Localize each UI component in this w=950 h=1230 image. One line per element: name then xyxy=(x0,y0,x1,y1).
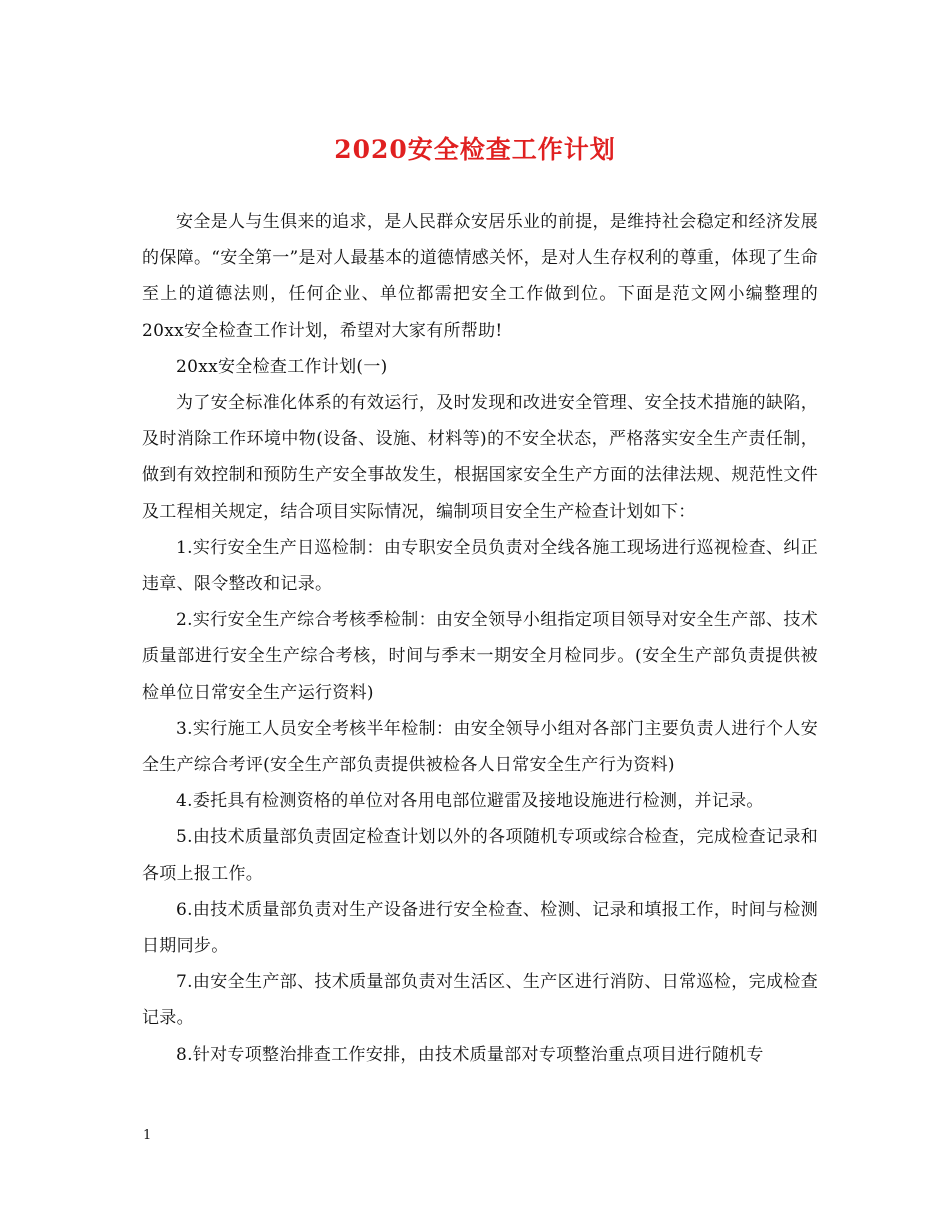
document-title: 2020安全检查工作计划 xyxy=(334,135,616,164)
list-item-4: 4.委托具有检测资格的单位对各用电部位避雷及接地设施进行检测，并记录。 xyxy=(176,791,764,812)
list-item-5: 5.由技术质量部负责固定检查计划以外的各项随机专项或综合检查，完成检查记录和各项上报工作。 xyxy=(142,827,818,884)
list-item-7: 7.由安全生产部、技术质量部负责对生活区、生产区进行消防、日常巡检，完成检查记录。 xyxy=(142,972,818,1029)
paragraph-purpose: 为了安全标准化体系的有效运行，及时发现和改进安全管理、安全技术措施的缺陷，及时消除工作环境中物(设备、设施、材料等)的不安全状态，严格落实安全生产责任制，做到有效控制和预防生产安全事故发生，根据国家安全生产方面的法律法规、规范性文件及工程相关规定，结合项目实际情况，编制项目安全生产检查计划如下： xyxy=(142,393,818,522)
document-body xyxy=(142,204,818,1073)
list-item-3: 3.实行施工人员安全考核半年检制：由安全领导小组对各部门主要负责人进行个人安全生产综合考评(安全生产部负责提供被检各人日常安全生产行为资料) xyxy=(142,718,818,776)
list-item-8: 8.针对专项整治排查工作安排，由技术质量部对专项整治重点项目进行随机专 xyxy=(176,1044,764,1065)
section-heading: 20xx安全检查工作计划(一) xyxy=(176,356,388,377)
list-item-6: 6.由技术质量部负责对生产设备进行安全检查、检测、记录和填报工作，时间与检测日期同步。 xyxy=(142,899,818,957)
page-number: 1 xyxy=(143,1128,152,1143)
list-item-1: 1.实行安全生产日巡检制：由专职安全员负责对全线各施工现场进行巡视检查、纠正违章、限令整改和记录。 xyxy=(142,537,818,595)
paragraph-intro: 安全是人与生俱来的追求，是人民群众安居乐业的前提，是维持社会稳定和经济发展的保障。“安全第一”是对人最基本的道德情感关怀，是对人生存权利的尊重，体现了生命至上的道德法则，任何企业、单位都需把安全工作做到位。下面是范文网小编整理的20xx安全检查工作计划，希望对大家有所帮助! xyxy=(142,212,818,341)
list-item-2: 2.实行安全生产综合考核季检制：由安全领导小组指定项目领导对安全生产部、技术质量部进行安全生产综合考核，时间与季末一期安全月检同步。(安全生产部负责提供被检单位日常安全生产运行资料) xyxy=(142,610,818,703)
